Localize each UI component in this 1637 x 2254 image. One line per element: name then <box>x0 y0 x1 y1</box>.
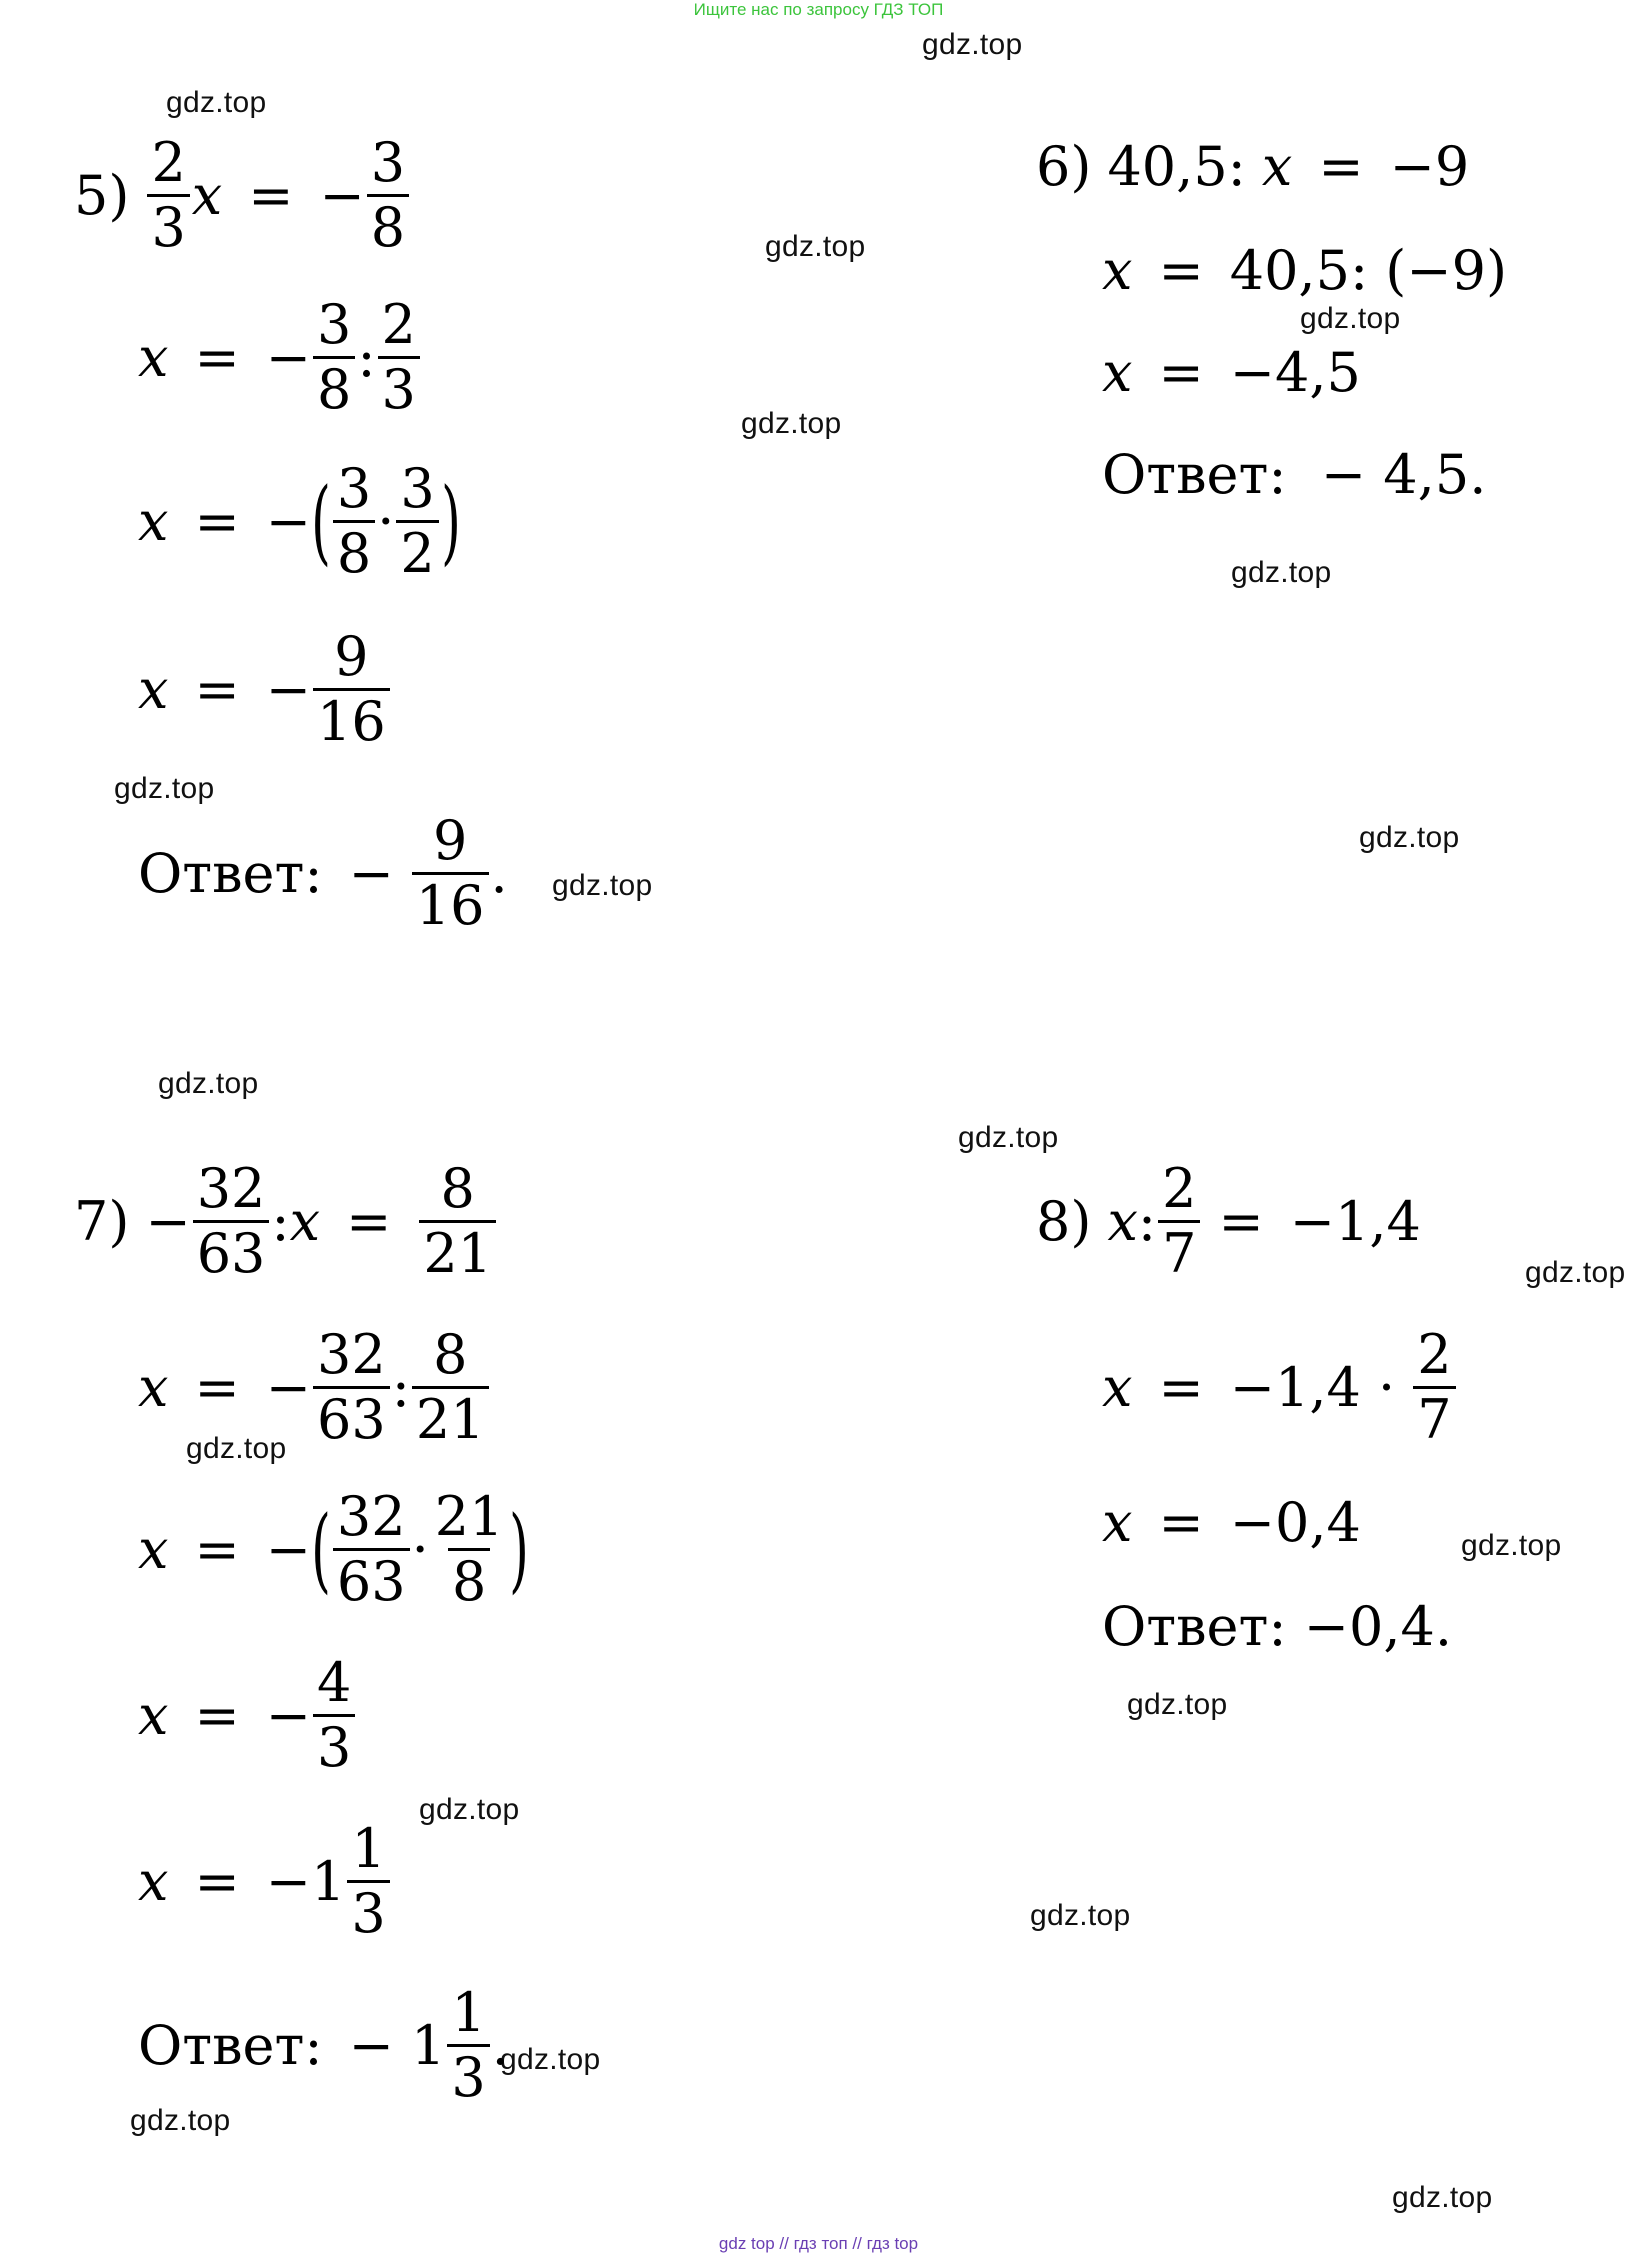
equals-sign: = <box>1158 1491 1204 1554</box>
fraction <box>396 457 438 585</box>
watermark: gdz.top <box>1392 2181 1493 2214</box>
watermark: gdz.top <box>552 869 653 902</box>
denominator: 3 <box>447 2044 489 2105</box>
factor: −1,4 · <box>1229 1355 1396 1419</box>
numerator: 9 <box>433 809 468 872</box>
variable-x: x <box>138 489 169 553</box>
fraction <box>333 1485 410 1613</box>
problem-number: 6) <box>1036 135 1092 198</box>
numerator: 32 <box>196 1157 266 1220</box>
p5-line-4 <box>138 625 392 753</box>
watermark: gdz.top <box>130 2104 231 2137</box>
numerator: 2 <box>1417 1323 1452 1386</box>
numerator: 3 <box>370 131 406 194</box>
denominator: 7 <box>1413 1386 1455 1447</box>
denominator: 3 <box>347 1880 389 1941</box>
fraction <box>412 809 489 937</box>
watermark: gdz.top <box>1231 556 1332 589</box>
p5-answer <box>138 809 508 937</box>
variable-x: x <box>1102 341 1133 404</box>
multiply-sign: · <box>411 1517 429 1581</box>
variable-x: x <box>1107 1189 1138 1253</box>
variable-x: x <box>138 1683 169 1747</box>
p8-answer <box>1102 1595 1453 1658</box>
right-paren: ) <box>440 467 461 575</box>
fraction <box>313 1651 355 1779</box>
p6-line-2 <box>1102 239 1508 302</box>
equals-sign: = <box>194 1517 240 1581</box>
equals-sign: = <box>1158 341 1204 404</box>
left-paren: ( <box>311 467 331 575</box>
numerator: 9 <box>334 625 369 688</box>
variable-x: x <box>1102 239 1133 302</box>
equals-sign: = <box>1158 239 1204 302</box>
equals-sign: = <box>194 657 240 721</box>
fraction <box>378 293 420 421</box>
variable-x: x <box>138 1355 169 1419</box>
minus-sign: − <box>145 1189 191 1253</box>
p7-line-4 <box>138 1651 357 1779</box>
variable-x: x <box>1102 1355 1133 1419</box>
fraction <box>333 457 375 585</box>
minus-sign: − <box>319 163 365 227</box>
denominator: 2 <box>396 520 438 581</box>
minus-sign: − <box>265 1517 311 1581</box>
answer-label: Ответ: <box>138 2013 323 2077</box>
variable-x: x <box>138 1517 169 1581</box>
problem-number: 5) <box>74 163 130 227</box>
variable-x: x <box>138 1849 169 1913</box>
p7-line-5 <box>138 1817 392 1945</box>
whole-part: − 1 <box>348 2013 446 2077</box>
watermark: gdz.top <box>186 1432 287 1465</box>
watermark: gdz.top <box>1525 1256 1626 1289</box>
numerator: 3 <box>336 457 372 520</box>
numerator: 1 <box>351 1817 386 1880</box>
denominator: 3 <box>147 194 189 255</box>
equals-sign: = <box>1318 135 1364 198</box>
equals-sign: = <box>194 1683 240 1747</box>
watermark: gdz.top <box>1461 1529 1562 1562</box>
fraction <box>1413 1323 1455 1451</box>
period: . <box>490 841 508 905</box>
fraction <box>313 293 355 421</box>
period: . <box>491 2013 509 2077</box>
p7-line-1 <box>74 1157 498 1285</box>
equals-sign: = <box>194 1355 240 1419</box>
left-paren: ( <box>311 1495 331 1603</box>
watermark: gdz.top <box>158 1067 259 1100</box>
division-sign: : <box>357 325 376 389</box>
fraction <box>367 131 409 259</box>
minus-sign: − <box>348 841 394 905</box>
search-banner: Ищите нас по запросу ГДЗ ТОП <box>693 0 944 19</box>
dividend: 40,5: <box>1107 135 1246 198</box>
p5-line-3 <box>138 457 461 585</box>
p7-line-3 <box>138 1485 530 1613</box>
variable-x: x <box>289 1189 321 1253</box>
problem-number: 7) <box>74 1189 130 1253</box>
denominator: 8 <box>313 356 355 417</box>
p5-line-2 <box>138 293 422 421</box>
denominator: 3 <box>378 356 420 417</box>
minus-sign: − <box>265 1355 311 1419</box>
numerator: 2 <box>151 131 186 194</box>
equals-sign: = <box>248 163 294 227</box>
p7-answer <box>138 1981 509 2109</box>
minus-sign: − <box>265 325 311 389</box>
equals-sign: = <box>1158 1355 1204 1419</box>
fraction <box>1158 1157 1200 1285</box>
watermark: gdz.top <box>765 230 866 263</box>
fraction <box>419 1157 496 1285</box>
denominator: 63 <box>193 1220 270 1281</box>
watermark: gdz.top <box>741 407 842 440</box>
equals-sign: = <box>1218 1189 1264 1253</box>
answer-text: Ответ: −0,4. <box>1102 1595 1453 1658</box>
denominator: 16 <box>412 872 489 933</box>
denominator: 3 <box>313 1714 355 1775</box>
minus-sign: − <box>265 657 311 721</box>
multiply-sign: · <box>377 489 395 553</box>
watermark: gdz.top <box>1127 1688 1228 1721</box>
watermark: gdz.top <box>958 1121 1059 1154</box>
watermark: gdz.top <box>166 86 267 119</box>
fraction <box>347 1817 389 1945</box>
denominator: 63 <box>313 1386 390 1447</box>
p8-line-2 <box>1102 1323 1458 1451</box>
division-sign: : <box>1137 1189 1157 1253</box>
p8-line-3 <box>1102 1491 1361 1554</box>
minus-sign: − <box>265 1683 311 1747</box>
p5-line-1 <box>74 131 411 259</box>
numerator: 3 <box>400 457 435 520</box>
right-paren: ) <box>509 1495 530 1603</box>
variable-x: x <box>138 657 169 721</box>
numerator: 1 <box>451 1981 486 2044</box>
equals-sign: = <box>346 1189 392 1253</box>
rhs: −9 <box>1389 135 1470 198</box>
p6-answer <box>1102 443 1487 506</box>
watermark: gdz.top <box>922 28 1023 61</box>
numerator: 2 <box>381 293 416 356</box>
denominator: 8 <box>367 194 409 255</box>
variable-x: x <box>191 163 223 227</box>
watermark: gdz.top <box>114 772 215 805</box>
denominator: 63 <box>333 1548 410 1609</box>
watermark: gdz.top <box>1359 821 1460 854</box>
numerator: 8 <box>433 1323 468 1386</box>
fraction <box>147 131 189 259</box>
p6-line-3 <box>1102 341 1361 404</box>
denominator: 7 <box>1158 1220 1200 1281</box>
denominator: 16 <box>313 688 390 749</box>
watermark: gdz.top <box>500 2043 601 2076</box>
numerator: 4 <box>316 1651 352 1714</box>
whole-part: −1 <box>265 1849 346 1913</box>
watermark: gdz.top <box>1030 1899 1131 1932</box>
fraction <box>313 625 390 753</box>
rhs: −1,4 <box>1289 1189 1421 1253</box>
rhs: −4,5 <box>1229 341 1361 404</box>
fraction <box>431 1485 508 1613</box>
numerator: 8 <box>440 1157 475 1220</box>
fraction <box>313 1323 390 1451</box>
footer-watermark: gdz top // гдз топ // гдз top <box>718 2234 919 2253</box>
denominator: 21 <box>419 1220 496 1281</box>
answer-label: Ответ: <box>138 841 323 905</box>
variable-x: x <box>1261 135 1293 198</box>
denominator: 8 <box>448 1548 490 1609</box>
p6-line-1 <box>1036 135 1470 198</box>
answer-text: Ответ: − 4,5. <box>1102 443 1487 506</box>
division-sign: : <box>391 1355 410 1419</box>
minus-sign: − <box>265 489 311 553</box>
numerator: 32 <box>336 1485 406 1548</box>
equals-sign: = <box>194 1849 240 1913</box>
problem-number: 8) <box>1036 1189 1092 1253</box>
rhs: −0,4 <box>1229 1491 1361 1554</box>
equals-sign: = <box>194 489 240 553</box>
watermark: gdz.top <box>419 1793 520 1826</box>
numerator: 32 <box>316 1323 386 1386</box>
numerator: 21 <box>434 1485 504 1548</box>
p8-line-1 <box>1036 1157 1421 1285</box>
denominator: 8 <box>333 520 375 581</box>
fraction <box>193 1157 270 1285</box>
numerator: 2 <box>1162 1157 1197 1220</box>
rhs: 40,5: (−9) <box>1229 239 1508 302</box>
division-sign: : <box>271 1189 290 1253</box>
numerator: 3 <box>316 293 352 356</box>
equals-sign: = <box>194 325 240 389</box>
variable-x: x <box>1102 1491 1133 1554</box>
fraction <box>412 1323 489 1451</box>
denominator: 21 <box>412 1386 489 1447</box>
watermark: gdz.top <box>1300 302 1401 335</box>
variable-x: x <box>138 325 169 389</box>
fraction <box>447 1981 489 2109</box>
